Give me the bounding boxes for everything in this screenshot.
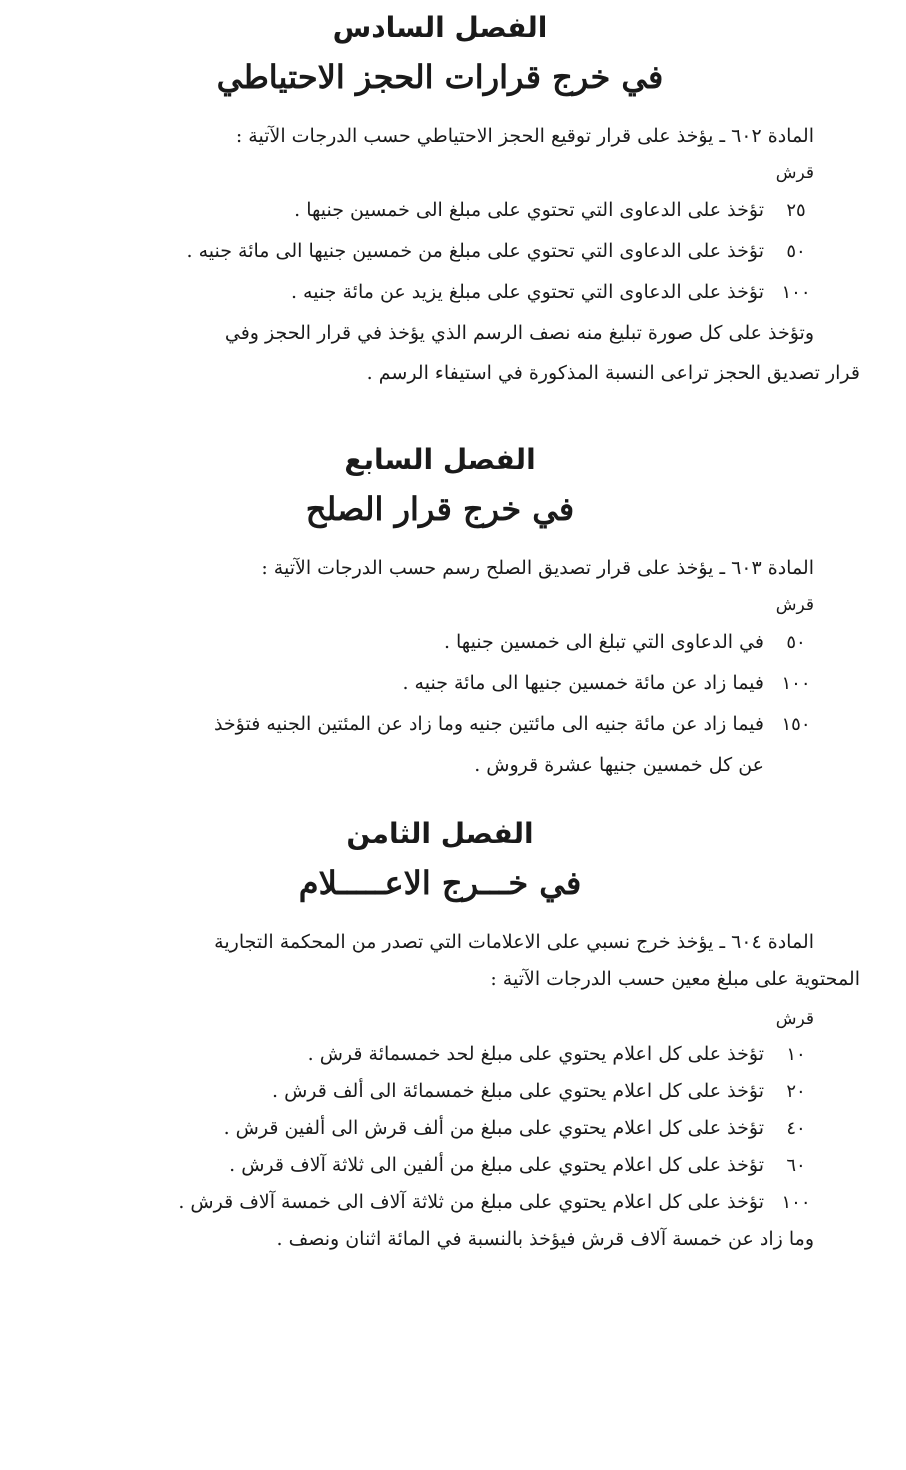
rate-row: [60, 1073, 860, 1110]
rate-text: تؤخذ على كل اعلام يحتوي على مبلغ من ثلاثة آلاف الى خمسة آلاف قرش .: [178, 1191, 764, 1213]
rate-amount: ٦٠: [786, 1155, 806, 1176]
rate-amount: ٥٠: [786, 632, 806, 653]
rate-row: [60, 1110, 860, 1147]
rate-text: تؤخذ على كل اعلام يحتوي على مبلغ لحد خمسمائة قرش .: [307, 1043, 764, 1065]
rate-amount: ١٠٠: [781, 673, 811, 694]
rate-amount: ٤٠: [786, 1118, 806, 1139]
rate-text: في الدعاوى التي تبلغ الى خمسين جنيها .: [443, 631, 764, 653]
rate-text: تؤخذ على كل اعلام يحتوي على مبلغ من ألفين الى ثلاثة آلاف قرش .: [229, 1154, 764, 1176]
unit-label: قرش: [775, 163, 814, 183]
rate-amount: ١٠٠: [781, 1192, 811, 1213]
chapter-title: الفصل السابع: [344, 443, 536, 476]
chapter-six: [60, 8, 860, 393]
rate-row: [60, 1036, 860, 1073]
rate-row: [60, 190, 860, 231]
rate-text: تؤخذ على الدعاوى التي تحتوي على مبلغ الى خمسين جنيها .: [294, 199, 764, 221]
rate-row: [60, 1184, 860, 1221]
note-line: وما زاد عن خمسة آلاف قرش فيؤخذ بالنسبة في المائة اثنان ونصف .: [276, 1228, 814, 1250]
chapter-eight: [60, 814, 860, 1257]
rate-text: فيما زاد عن مائة جنيه الى مائتين جنيه وما زاد عن المئتين الجنيه فتؤخذ: [213, 713, 764, 735]
rate-text: تؤخذ على كل اعلام يحتوي على مبلغ خمسمائة الى ألف قرش .: [272, 1080, 764, 1102]
note-line: وتؤخذ على كل صورة تبليغ منه نصف الرسم الذي يؤخذ في قرار الحجز وفي: [224, 322, 814, 344]
note-line: قرار تصديق الحجز تراعى النسبة المذكورة في استيفاء الرسم .: [366, 362, 860, 384]
unit-label: قرش: [775, 595, 814, 615]
chapter-title: الفصل السادس: [332, 11, 548, 44]
rate-continuation: عن كل خمسين جنيها عشرة قروش .: [474, 754, 764, 776]
rate-amount: ٢٠: [786, 1081, 806, 1102]
rate-row: [60, 231, 860, 272]
rate-row: [60, 1147, 860, 1184]
chapter-seven: [60, 440, 860, 785]
rate-amount: ١٥٠: [781, 714, 811, 735]
rate-amount: ١٠٠: [781, 282, 811, 303]
chapter-title: الفصل الثامن: [346, 817, 534, 850]
rate-row: [60, 704, 860, 745]
rate-amount: ٢٥: [786, 200, 806, 221]
rate-text: تؤخذ على الدعاوى التي تحتوي على مبلغ يزيد عن مائة جنيه .: [290, 281, 764, 303]
rate-text: تؤخذ على كل اعلام يحتوي على مبلغ من ألف قرش الى ألفين قرش .: [223, 1117, 764, 1139]
article-603: المادة ٦٠٣ ـ يؤخذ على قرار تصديق الصلح رسم حسب الدرجات الآتية :: [261, 557, 814, 579]
chapter-subtitle: في خرج قرارات الحجز الاحتياطي: [216, 58, 664, 96]
rate-amount: ١٠: [786, 1044, 806, 1065]
chapter-subtitle: في خرج قرار الصلح: [305, 490, 575, 528]
rate-amount: ٥٠: [786, 241, 806, 262]
unit-label: قرش: [775, 1009, 814, 1029]
rate-row: [60, 622, 860, 663]
article-602: المادة ٦٠٢ ـ يؤخذ على قرار توقيع الحجز الاحتياطي حسب الدرجات الآتية :: [235, 125, 814, 147]
rate-row: [60, 272, 860, 313]
rate-text: فيما زاد عن مائة خمسين جنيها الى مائة جنيه .: [402, 672, 764, 694]
rate-row: [60, 663, 860, 704]
rate-text: تؤخذ على الدعاوى التي تحتوي على مبلغ من خمسين جنيها الى مائة جنيه .: [186, 240, 764, 262]
article-604-continuation: المحتوية على مبلغ معين حسب الدرجات الآتية :: [490, 968, 860, 990]
article-604: المادة ٦٠٤ ـ يؤخذ خرج نسبي على الاعلامات التي تصدر من المحكمة التجارية: [214, 931, 814, 953]
chapter-subtitle: في خـــرج الاعـــــلام: [298, 864, 582, 902]
